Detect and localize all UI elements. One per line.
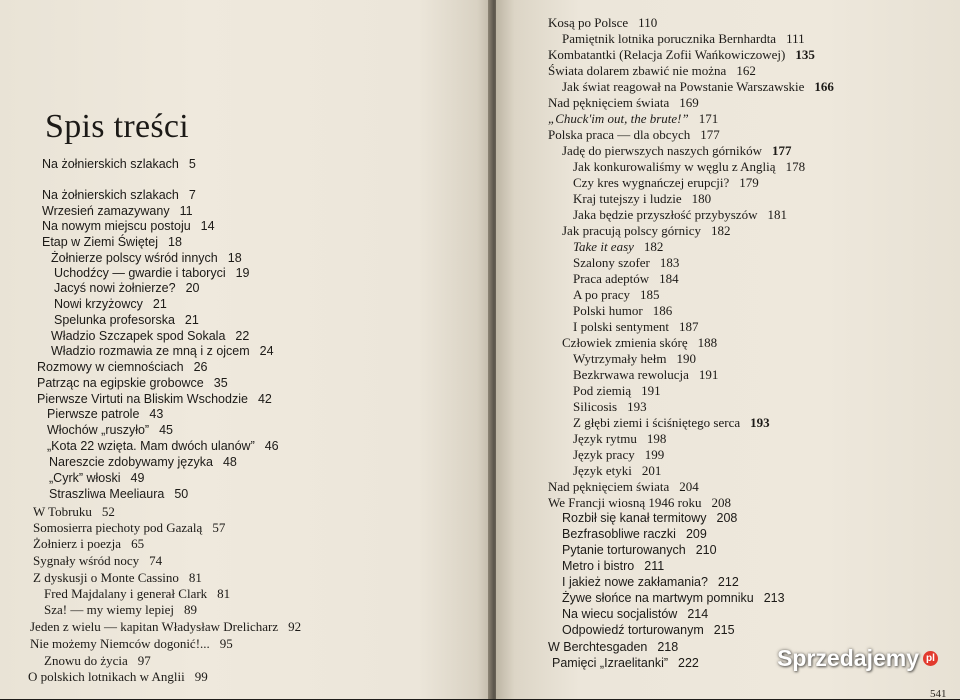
- toc-entry-page: 52: [101, 504, 115, 519]
- watermark-logo: [777, 645, 938, 672]
- toc-entry-page: 99: [194, 669, 208, 684]
- toc-entry-title: Nareszcie zdobywamy języka: [49, 455, 213, 469]
- toc-entry-title: Władzio rozmawia ze mną i z ojcem: [51, 344, 250, 358]
- toc-entry-page: 111: [786, 31, 805, 46]
- toc-entry-page: 182: [643, 239, 664, 254]
- toc-entry-title: Nowi krzyżowcy: [54, 297, 143, 311]
- toc-entry-title: Z głębi ziemi i ściśniętego serca: [573, 415, 741, 430]
- toc-entry-page: 178: [785, 159, 806, 174]
- toc-right-entry: [548, 127, 720, 142]
- toc-entry-title: Na żołnierskich szlakach: [42, 188, 179, 202]
- toc-entry-page: 191: [641, 383, 661, 398]
- toc-left-entry: [44, 602, 197, 617]
- toc-entry-title: Sza! — my wiemy lepiej: [44, 602, 174, 617]
- toc-entry-page: 81: [217, 586, 231, 601]
- toc-entry-page: 166: [814, 79, 834, 94]
- toc-right-entry: [573, 319, 699, 334]
- toc-left-entry: [37, 392, 272, 407]
- toc-entry-page: 208: [716, 511, 738, 525]
- toc-entry-title: Etap w Ziemi Świętej: [42, 235, 159, 249]
- toc-entry-page: 215: [713, 623, 735, 637]
- toc-entry-title: We Francji wiosną 1946 roku: [548, 495, 702, 510]
- toc-right-entry: [562, 79, 834, 94]
- toc-entry-title: Żołnierze polscy wśród innych: [51, 251, 218, 265]
- toc-entry-title: Jak pracują polscy górnicy: [562, 223, 701, 238]
- toc-left-entry: [54, 281, 200, 296]
- toc-entry-title: Nad pęknięciem świata: [548, 479, 670, 494]
- toc-left-entry: [54, 266, 250, 281]
- toc-entry-title: Nie możemy Niemców dogonić!...: [30, 636, 210, 651]
- toc-entry-page: 57: [212, 520, 226, 535]
- toc-entry-page: 177: [700, 127, 720, 142]
- toc-right-entry: [562, 591, 785, 606]
- toc-entry-page: 5: [188, 157, 196, 171]
- toc-entry-page: 210: [695, 543, 717, 557]
- toc-entry-title: Odpowiedź torturowanym: [562, 623, 704, 637]
- toc-entry-title: Z dyskusji o Monte Cassino: [33, 570, 179, 585]
- toc-left-entry: [42, 235, 182, 250]
- toc-entry-page: 19: [235, 266, 250, 280]
- toc-entry-page: 21: [152, 297, 167, 311]
- toc-left-entry: [33, 570, 202, 585]
- toc-entry-title: Take it easy: [573, 239, 634, 254]
- toc-entry-page: 81: [188, 570, 202, 585]
- toc-entry-title: Jadę do pierwszych naszych górników: [562, 143, 762, 158]
- toc-left-entry: [42, 157, 196, 172]
- toc-entry-page: 169: [679, 95, 699, 110]
- toc-right-entry: [573, 463, 661, 478]
- page-title: Spis treści: [45, 108, 190, 145]
- toc-entry-page: 65: [131, 536, 145, 551]
- toc-entry-title: W Tobruku: [33, 504, 92, 519]
- toc-entry-title: Czy kres wygnańczej erupcji?: [573, 175, 730, 190]
- toc-right-entry: [573, 175, 759, 190]
- toc-left-entry: [42, 188, 196, 203]
- toc-right-entry: [562, 511, 737, 526]
- toc-entry-page: 162: [736, 63, 756, 78]
- toc-entry-title: Kosą po Polsce: [548, 15, 629, 30]
- toc-entry-page: 177: [772, 143, 792, 158]
- toc-entry-page: 46: [264, 439, 279, 453]
- toc-entry-page: 209: [685, 527, 707, 541]
- toc-entry-title: Na nowym miejscu postoju: [42, 219, 191, 233]
- toc-entry-title: Wytrzymały hełm: [573, 351, 667, 366]
- toc-right-entry: [573, 191, 711, 206]
- toc-entry-page: 181: [767, 207, 787, 222]
- right-page: [496, 0, 960, 699]
- toc-entry-title: W Berchtesgaden: [548, 640, 648, 654]
- toc-entry-page: 185: [640, 287, 660, 302]
- toc-entry-title: A po pracy: [573, 287, 631, 302]
- toc-entry-title: Jak świat reagował na Powstanie Warszawskie: [562, 79, 805, 94]
- toc-entry-title: Język pracy: [573, 447, 635, 462]
- toc-right-entry: [573, 255, 679, 270]
- page-number: 541: [930, 688, 947, 700]
- toc-right-entry: [562, 559, 664, 574]
- toc-entry-page: 211: [644, 559, 665, 573]
- toc-entry-page: 26: [193, 360, 208, 374]
- toc-right-entry: [562, 543, 717, 558]
- toc-entry-page: 20: [185, 281, 200, 295]
- toc-entry-page: 74: [149, 553, 163, 568]
- toc-left-entry: [54, 313, 199, 328]
- toc-entry-title: Władzio Szczapek spod Sokala: [51, 329, 226, 343]
- toc-left-entry: [37, 360, 207, 375]
- toc-entry-title: Szalony szofer: [573, 255, 650, 270]
- toc-entry-title: Uchodźcy — gwardie i taboryci: [54, 266, 226, 280]
- toc-entry-page: 201: [641, 463, 662, 478]
- toc-entry-title: I jakież nowe zakłamania?: [562, 575, 708, 589]
- toc-right-entry: [573, 207, 787, 222]
- toc-entry-page: 213: [763, 591, 785, 605]
- toc-entry-title: Metro i bistro: [562, 559, 635, 573]
- toc-entry-title: Patrząc na egipskie grobowce: [37, 376, 204, 390]
- toc-entry-page: 186: [652, 303, 673, 318]
- toc-entry-title: Rozbił się kanał termitowy: [562, 511, 707, 525]
- toc-entry-title: Bezkrwawa rewolucja: [573, 367, 689, 382]
- toc-right-entry: [562, 607, 708, 622]
- toc-left-entry: [42, 204, 193, 219]
- toc-entry-title: Język etyki: [573, 463, 632, 478]
- toc-entry-title: Silicosis: [573, 399, 618, 414]
- toc-entry-page: 21: [184, 313, 199, 327]
- toc-right-entry: [548, 95, 699, 110]
- toc-entry-title: Na żołnierskich szlakach: [42, 157, 179, 171]
- toc-right-entry: [548, 15, 657, 30]
- toc-entry-page: 218: [657, 640, 679, 654]
- toc-left-entry: [51, 329, 249, 344]
- toc-left-entry: [47, 407, 163, 422]
- toc-right-entry: [573, 367, 718, 382]
- toc-right-entry: [573, 303, 672, 318]
- toc-left-entry: [49, 471, 144, 486]
- toc-entry-page: 110: [638, 15, 658, 30]
- toc-left-entry: [54, 297, 167, 312]
- toc-entry-title: Żywe słońce na martwym pomniku: [562, 591, 754, 605]
- toc-entry-page: 208: [711, 495, 731, 510]
- toc-entry-page: 193: [750, 415, 770, 430]
- toc-right-entry: [562, 223, 730, 238]
- toc-entry-page: 48: [222, 455, 237, 469]
- toc-entry-page: 92: [288, 619, 302, 634]
- toc-entry-title: Na wiecu socjalistów: [562, 607, 678, 621]
- toc-entry-page: 135: [795, 47, 815, 62]
- toc-left-entry: [51, 251, 242, 266]
- toc-left-entry: [44, 586, 230, 601]
- toc-entry-page: 180: [691, 191, 712, 206]
- toc-left-entry: [51, 344, 274, 359]
- toc-right-entry: [562, 527, 707, 542]
- toc-entry-page: 24: [259, 344, 274, 358]
- toc-entry-page: 43: [149, 407, 164, 421]
- toc-entry-page: 50: [174, 487, 189, 501]
- toc-right-entry: [548, 47, 815, 62]
- toc-left-entry: [33, 553, 162, 568]
- toc-entry-title: Spelunka profesorska: [54, 313, 175, 327]
- toc-entry-title: Pierwsze Virtuti na Bliskim Wschodzie: [37, 392, 248, 406]
- toc-right-entry: [552, 656, 699, 671]
- toc-entry-page: 18: [168, 235, 182, 249]
- toc-entry-page: 204: [679, 479, 699, 494]
- toc-entry-title: Polska praca — dla obcych: [548, 127, 691, 142]
- toc-entry-title: Żołnierz i poezja: [33, 536, 122, 551]
- toc-entry-title: Kraj tutejszy i ludzie: [573, 191, 682, 206]
- toc-entry-page: 7: [188, 188, 196, 202]
- toc-right-entry: [562, 31, 805, 46]
- toc-entry-title: Pytanie torturowanych: [562, 543, 686, 557]
- toc-entry-title: Straszliwa Meeliaura: [49, 487, 165, 501]
- toc-entry-title: Włochów „ruszyło”: [47, 423, 150, 437]
- toc-left-entry: [44, 653, 151, 668]
- toc-entry-page: 14: [200, 219, 215, 233]
- toc-left-entry: [47, 423, 173, 438]
- toc-left-entry: [42, 219, 215, 234]
- toc-entry-title: Jak konkurowaliśmy w węglu z Anglią: [573, 159, 776, 174]
- toc-right-entry: [548, 640, 678, 655]
- toc-entry-title: „Chuck'im out, the brute!”: [548, 111, 689, 126]
- toc-right-entry: [562, 623, 735, 638]
- toc-left-entry: [37, 376, 228, 391]
- toc-right-entry: [562, 575, 739, 590]
- toc-entry-title: Jacyś nowi żołnierze?: [54, 281, 176, 295]
- toc-right-entry: [573, 271, 679, 286]
- toc-entry-title: Pamięci „Izraelitanki”: [552, 656, 669, 670]
- toc-right-entry: [548, 479, 699, 494]
- toc-right-entry: [562, 143, 792, 158]
- toc-entry-page: 187: [679, 319, 699, 334]
- toc-entry-page: 183: [659, 255, 680, 270]
- toc-entry-title: Jaka będzie przyszłość przybyszów: [573, 207, 758, 222]
- toc-right-entry: [573, 399, 647, 414]
- toc-entry-title: Język rytmu: [573, 431, 637, 446]
- toc-right-entry: [573, 351, 696, 366]
- toc-entry-page: 18: [227, 251, 242, 265]
- toc-entry-page: 95: [219, 636, 233, 651]
- toc-entry-page: 214: [687, 607, 709, 621]
- toc-entry-title: Pod ziemią: [573, 383, 632, 398]
- toc-entry-title: Somosierra piechoty pod Gazalą: [33, 520, 203, 535]
- toc-left-entry: [33, 520, 225, 535]
- toc-entry-title: Nad pęknięciem świata: [548, 95, 670, 110]
- toc-entry-title: Pierwsze patrole: [47, 407, 140, 421]
- toc-entry-page: 49: [130, 471, 145, 485]
- toc-entry-page: 97: [137, 653, 151, 668]
- toc-left-entry: [28, 669, 208, 684]
- toc-entry-page: 184: [659, 271, 679, 286]
- toc-entry-page: 11: [179, 204, 193, 218]
- toc-left-entry: [30, 636, 233, 651]
- toc-entry-title: Wrzesień zamazywany: [42, 204, 170, 218]
- toc-right-entry: [573, 431, 666, 446]
- toc-left-entry: [33, 536, 144, 551]
- toc-entry-page: 193: [627, 399, 647, 414]
- toc-entry-title: Rozmowy w ciemnościach: [37, 360, 184, 374]
- toc-entry-title: „Kota 22 wzięta. Mam dwóch ulanów”: [47, 439, 255, 453]
- toc-right-entry: [573, 287, 660, 302]
- toc-right-entry: [548, 63, 756, 78]
- toc-right-entry: [548, 495, 731, 510]
- toc-entry-title: I polski sentyment: [573, 319, 670, 334]
- toc-entry-title: Pamiętnik lotnika porucznika Bernhardta: [562, 31, 777, 46]
- toc-entry-title: Jeden z wielu — kapitan Władysław Drelicharz: [30, 619, 279, 634]
- toc-left-entry: [49, 455, 237, 470]
- toc-entry-page: 182: [710, 223, 731, 238]
- toc-entry-title: „Cyrk” włoski: [49, 471, 121, 485]
- toc-entry-page: 35: [213, 376, 228, 390]
- toc-entry-page: 42: [257, 392, 272, 406]
- toc-right-entry: [562, 335, 717, 350]
- toc-entry-page: 198: [646, 431, 667, 446]
- toc-entry-page: 179: [739, 175, 759, 190]
- toc-entry-title: Bezfrasobliwe raczki: [562, 527, 676, 541]
- toc-entry-page: 188: [697, 335, 718, 350]
- toc-entry-title: Kombatantki (Relacja Zofii Wańkowiczowej): [548, 47, 786, 62]
- toc-entry-title: Człowiek zmienia skórę: [562, 335, 688, 350]
- toc-entry-title: Fred Majdalany i generał Clark: [44, 586, 208, 601]
- toc-entry-page: 89: [183, 602, 197, 617]
- toc-left-entry: [49, 487, 188, 502]
- toc-entry-page: 222: [678, 656, 699, 670]
- toc-entry-page: 199: [644, 447, 665, 462]
- toc-entry-title: Znowu do życia: [44, 653, 128, 668]
- toc-entry-page: 45: [159, 423, 174, 437]
- toc-entry-title: Sygnały wśród nocy: [33, 553, 140, 568]
- toc-entry-title: Świata dolarem zbawić nie można: [548, 63, 727, 78]
- toc-entry-title: Polski humor: [573, 303, 643, 318]
- toc-left-entry: [33, 504, 115, 519]
- toc-right-entry: [573, 447, 664, 462]
- toc-entry-page: 22: [235, 329, 250, 343]
- toc-right-entry: [548, 111, 718, 126]
- toc-entry-page: 212: [717, 575, 739, 589]
- toc-entry-page: 190: [676, 351, 696, 366]
- toc-entry-page: 191: [698, 367, 719, 382]
- toc-left-entry: [47, 439, 279, 454]
- toc-left-entry: [30, 619, 301, 634]
- watermark-badge: pl: [923, 651, 938, 666]
- toc-right-entry: [573, 159, 805, 174]
- toc-right-entry: [573, 383, 661, 398]
- watermark-text: Sprzedajemy: [777, 645, 919, 671]
- toc-entry-title: O polskich lotnikach w Anglii: [28, 669, 185, 684]
- toc-right-entry: [573, 415, 770, 430]
- toc-entry-page: 171: [698, 111, 719, 126]
- toc-entry-title: Praca adeptów: [573, 271, 650, 286]
- toc-right-entry: [573, 239, 663, 254]
